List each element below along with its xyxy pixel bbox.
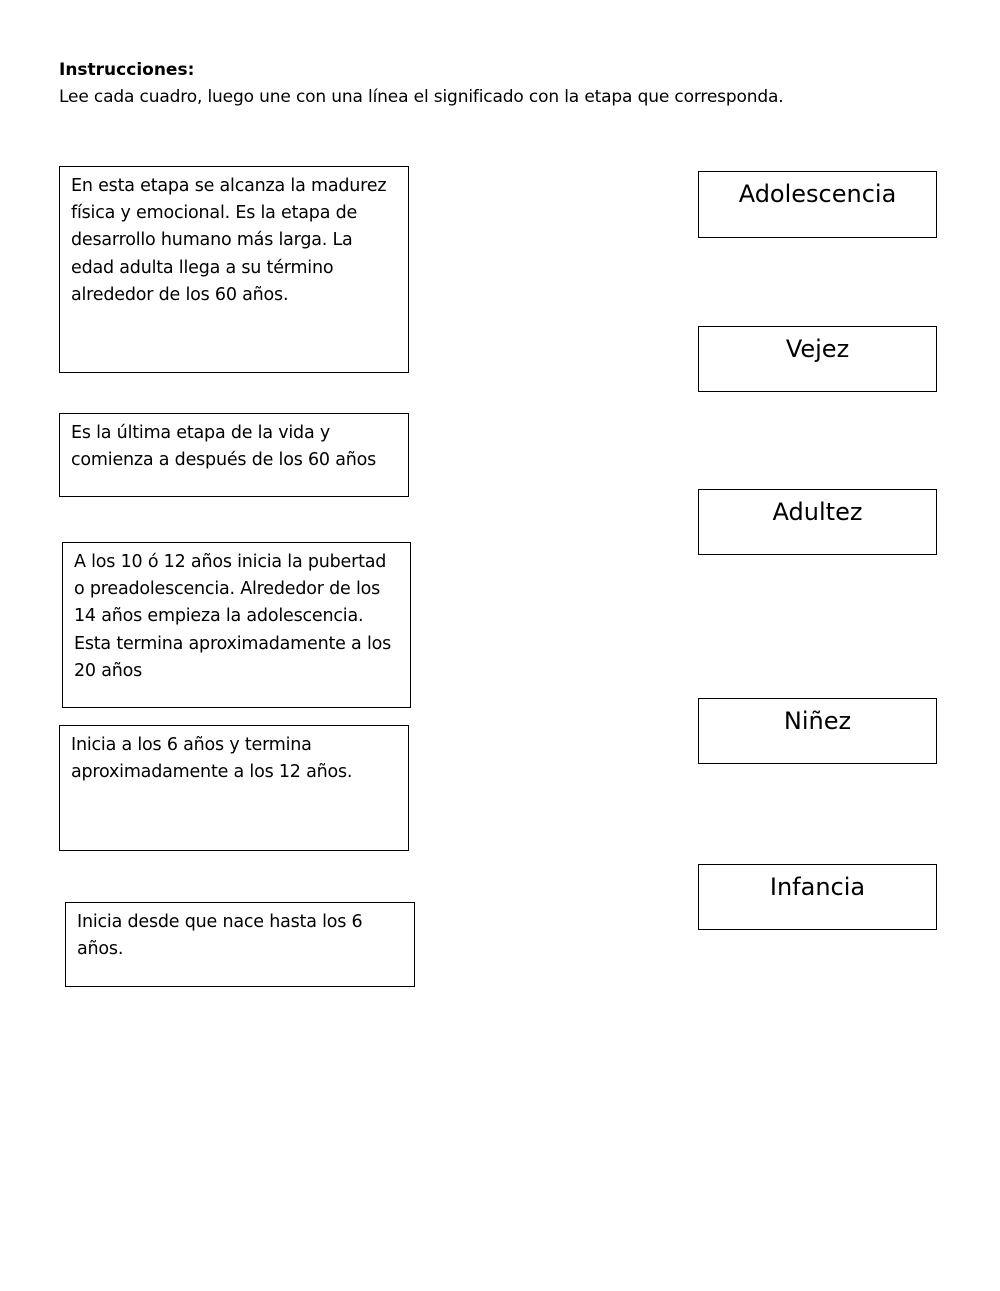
stage-label: Vejez bbox=[785, 335, 850, 363]
definition-box-adult[interactable] bbox=[59, 166, 409, 373]
definition-text: Es la última etapa de la vida y comienza a después de los 60 años bbox=[71, 423, 377, 471]
definition-text: En esta etapa se alcanza la madurez física y emocional. Es la etapa de desarrollo humano más larga. La edad adulta llega a su término alrededor de los 60 años. bbox=[71, 176, 387, 305]
definition-text: Inicia desde que nace hasta los 6 años. bbox=[77, 912, 363, 960]
instructions-text: Lee cada cuadro, luego une con una línea el significado con la etapa que corresponda. bbox=[59, 87, 784, 107]
stage-box-adultez[interactable] bbox=[698, 489, 937, 555]
stage-label: Adolescencia bbox=[738, 180, 897, 208]
definition-box-infancy[interactable] bbox=[65, 902, 415, 987]
stage-box-ninez[interactable] bbox=[698, 698, 937, 764]
definition-text: A los 10 ó 12 años inicia la pubertad o preadolescencia. Alrededor de los 14 años empieza la adolescencia. Esta termina aproximadamente a los 20 años bbox=[74, 552, 392, 681]
stage-box-vejez[interactable] bbox=[698, 326, 937, 392]
definition-box-adolescence[interactable] bbox=[62, 542, 411, 708]
stage-label: Niñez bbox=[783, 707, 852, 735]
stage-label: Adultez bbox=[772, 498, 863, 526]
definition-text: Inicia a los 6 años y termina aproximadamente a los 12 años. bbox=[71, 735, 353, 783]
stage-box-infancia[interactable] bbox=[698, 864, 937, 930]
stage-label: Infancia bbox=[769, 873, 866, 901]
stage-box-adolescencia[interactable] bbox=[698, 171, 937, 238]
definition-box-old-age[interactable] bbox=[59, 413, 409, 497]
definition-box-childhood[interactable] bbox=[59, 725, 409, 851]
instructions-title: Instrucciones: bbox=[59, 60, 195, 80]
